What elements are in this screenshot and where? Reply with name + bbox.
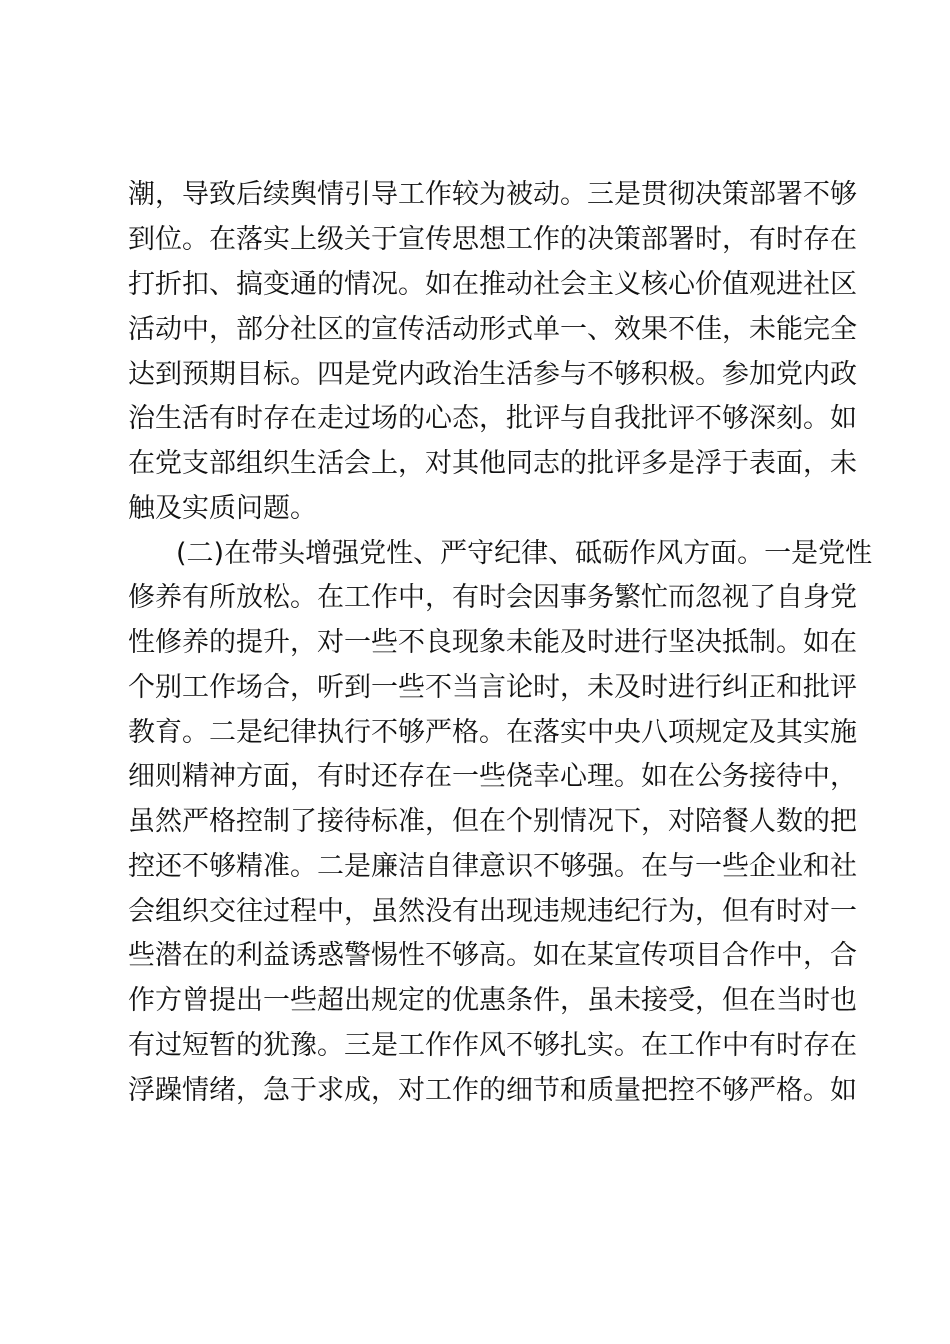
paragraph-1-line-5: 达到预期目标。四是党内政治生活参与不够积极。参加党内政 (128, 359, 857, 390)
paragraph-2-line-5: 教育。二是纪律执行不够严格。在落实中央八项规定及其实施 (128, 717, 857, 748)
paragraph-1-line-8: 触及实质问题。 (128, 493, 317, 524)
paragraph-2-line-3: 性修养的提升，对一些不良现象未能及时进行坚决抵制。如在 (128, 627, 857, 658)
paragraph-1-line-6: 治生活有时存在走过场的心态，批评与自我批评不够深刻。如 (128, 403, 857, 434)
paragraph-2-line-12: 有过短暂的犹豫。三是工作作风不够扎实。在工作中有时存在 (128, 1030, 857, 1061)
paragraph-2-line-10: 些潜在的利益诱惑警惕性不够高。如在某宣传项目合作中，合 (128, 940, 857, 971)
paragraph-2-line-1: (二)在带头增强党性、严守纪律、砥砺作风方面。一是党性 (176, 538, 873, 569)
paragraph-2-line-7: 虽然严格控制了接待标准，但在个别情况下，对陪餐人数的把 (128, 806, 857, 837)
paragraph-1-line-3: 打折扣、搞变通的情况。如在推动社会主义核心价值观进社区 (128, 269, 857, 300)
paragraph-1-line-2: 到位。在落实上级关于宣传思想工作的决策部署时，有时存在 (128, 224, 857, 255)
paragraph-2-line-4: 个别工作场合，听到一些不当言论时，未及时进行纠正和批评 (128, 672, 857, 703)
paragraph-2-line-9: 会组织交往过程中，虽然没有出现违规违纪行为，但有时对一 (128, 896, 857, 927)
paragraph-2-line-2: 修养有所放松。在工作中，有时会因事务繁忙而忽视了自身党 (128, 582, 857, 613)
paragraph-2-line-11: 作方曾提出一些超出规定的优惠条件，虽未接受，但在当时也 (128, 985, 857, 1016)
paragraph-2-line-8: 控还不够精准。二是廉洁自律意识不够强。在与一些企业和社 (128, 851, 857, 882)
paragraph-1-line-1: 潮，导致后续舆情引导工作较为被动。三是贯彻决策部署不够 (128, 179, 857, 210)
paragraph-2-line-13: 浮躁情绪，急于求成，对工作的细节和质量把控不够严格。如 (128, 1075, 857, 1106)
paragraph-1-line-7: 在党支部组织生活会上，对其他同志的批评多是浮于表面，未 (128, 448, 857, 479)
paragraph-1-line-4: 活动中，部分社区的宣传活动形式单一、效果不佳，未能完全 (128, 314, 857, 345)
paragraph-2-line-6: 细则精神方面，有时还存在一些侥幸心理。如在公务接待中， (128, 761, 857, 792)
